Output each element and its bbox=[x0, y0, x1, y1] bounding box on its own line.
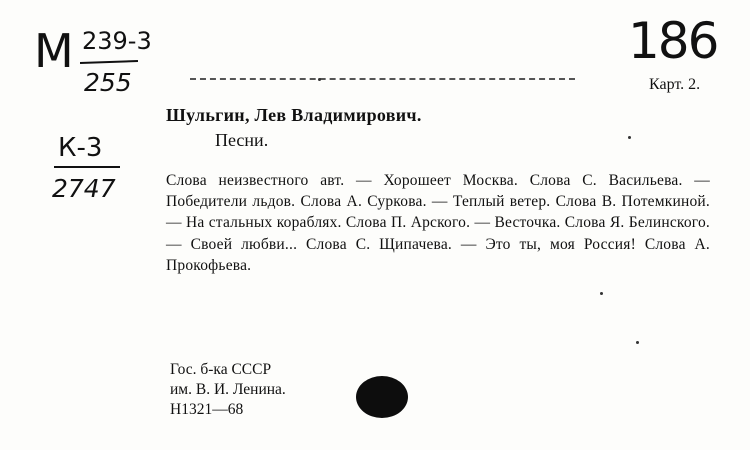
shelfmark-numerator: 239-3 bbox=[82, 27, 152, 55]
ink-speck bbox=[628, 136, 631, 139]
work-title: Песни. bbox=[215, 130, 269, 150]
ink-speck bbox=[600, 292, 603, 295]
shelfmark-letter: М bbox=[34, 24, 75, 78]
punch-hole bbox=[356, 376, 408, 418]
code-fraction-rule bbox=[54, 166, 120, 168]
author-heading: Шульгин, Лев Владимирович. bbox=[166, 105, 422, 125]
card-label: Карт. 2. bbox=[649, 76, 701, 93]
shelfmark-denominator: 255 bbox=[84, 68, 132, 97]
imprint-line-2: им. В. И. Ленина. bbox=[170, 381, 286, 398]
shelfmark-fraction-rule bbox=[80, 60, 138, 64]
library-imprint bbox=[170, 360, 286, 420]
code-numerator: К-3 bbox=[58, 133, 103, 163]
header-dashed-line bbox=[190, 78, 575, 80]
imprint-line-1: Гос. б-ка СССР bbox=[170, 361, 272, 378]
ink-speck bbox=[318, 78, 321, 81]
ink-speck bbox=[636, 341, 639, 344]
code-denominator: 2747 bbox=[52, 174, 116, 203]
imprint-line-3: Н1321—68 bbox=[170, 401, 244, 418]
contents-note: Слова неизвестного авт. — Хорошеет Москва. Слова С. Васильева. — Победители льдов. Слова А. Суркова. — Теплый ветер. Слова В. Потемкиной. — На стальных кораблях. Слова П. Арского. — Весточка. Слова Я. Белинского. — Своей любви... Слова С. Щипачева. — Это ты, моя Россия! Слова А. Прокофьева. bbox=[166, 172, 710, 274]
card-number: 186 bbox=[628, 12, 718, 70]
